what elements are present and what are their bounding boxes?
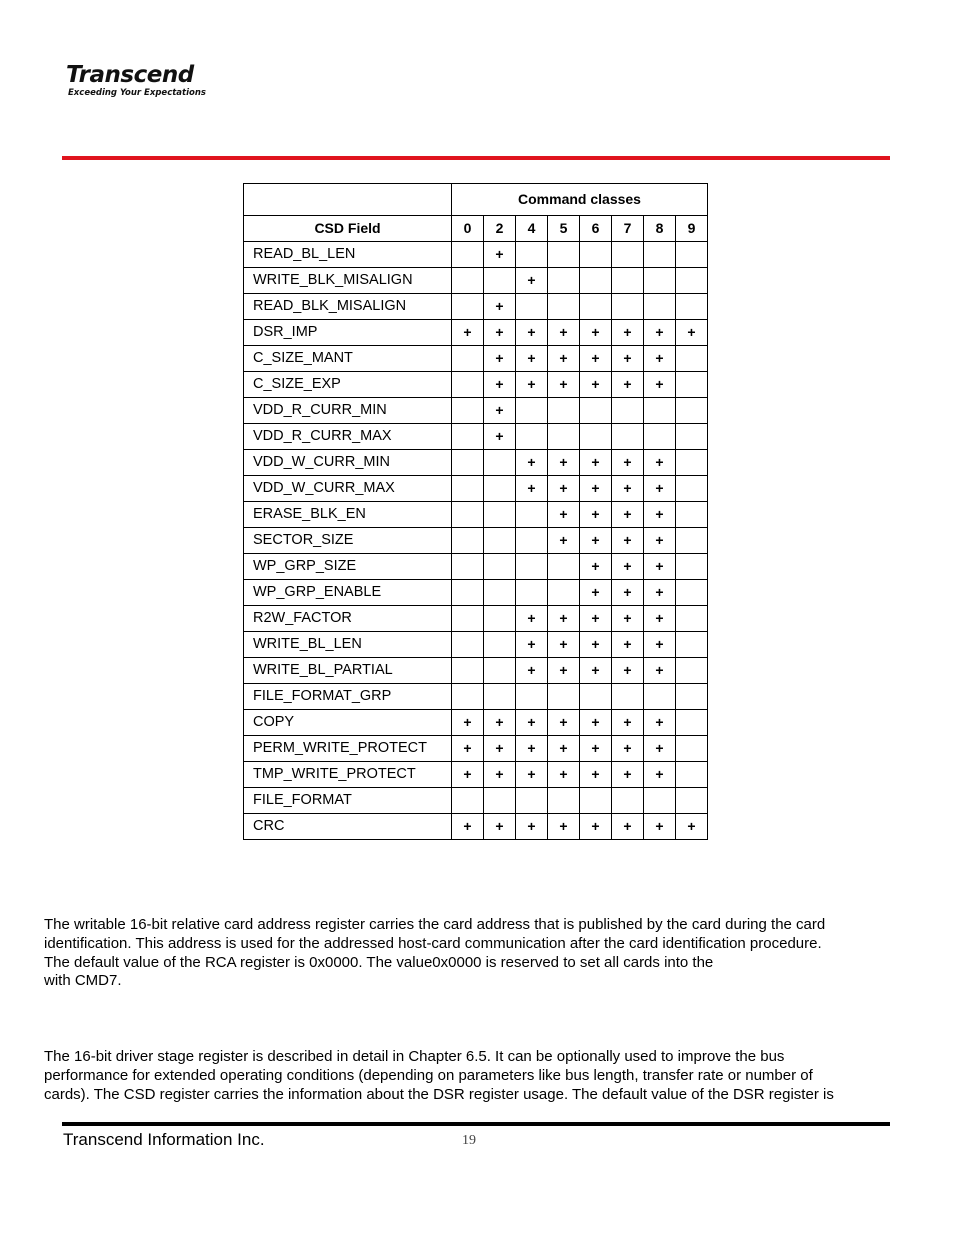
paragraph-line: identification. This address is used for the addressed host-card communication after the card identification procedure. [44,934,822,952]
class-support-cell: + [612,632,644,658]
class-support-cell: + [548,372,580,398]
class-support-cell [548,684,580,710]
class-support-cell: + [644,814,676,840]
class-support-cell [452,788,484,814]
class-support-cell: + [612,658,644,684]
class-support-cell: + [612,554,644,580]
class-support-cell [580,294,612,320]
class-support-cell [484,580,516,606]
class-support-cell: + [612,762,644,788]
class-support-cell [452,476,484,502]
csd-field-name: WRITE_BL_LEN [244,632,452,658]
class-support-cell [452,450,484,476]
class-support-cell: + [548,346,580,372]
class-support-cell: + [580,476,612,502]
csd-field-name: PERM_WRITE_PROTECT [244,736,452,762]
class-support-cell: + [580,632,612,658]
class-support-cell [516,528,548,554]
class-support-cell [516,502,548,528]
class-support-cell: + [484,294,516,320]
rca-register-paragraph [44,916,914,991]
class-support-cell: + [612,476,644,502]
class-support-cell: + [612,450,644,476]
paragraph-line: The writable 16-bit relative card address register carries the card address that is published by the card during the card [44,916,826,933]
command-class-header: 5 [548,216,580,242]
class-support-cell: + [484,710,516,736]
class-support-cell: + [580,502,612,528]
table-row [244,502,708,528]
paragraph-line: with CMD7. [44,972,122,990]
paragraph-line: The default value of the RCA register is 0x0000. The value0x0000 is reserved to set all cards into the [44,953,714,971]
class-support-cell: + [644,528,676,554]
class-support-cell: + [612,528,644,554]
class-support-cell: + [644,320,676,346]
class-support-cell: + [548,762,580,788]
class-support-cell [452,268,484,294]
csd-field-name: READ_BLK_MISALIGN [244,294,452,320]
class-support-cell: + [452,710,484,736]
class-support-cell [516,398,548,424]
table-row [244,710,708,736]
class-support-cell [676,684,708,710]
table-row [244,424,708,450]
class-support-cell: + [452,814,484,840]
class-support-cell [548,788,580,814]
table-row [244,736,708,762]
class-support-cell: + [580,580,612,606]
class-support-cell [452,632,484,658]
class-support-cell: + [516,658,548,684]
class-support-cell: + [612,320,644,346]
csd-field-name: VDD_R_CURR_MAX [244,424,452,450]
class-support-cell [612,424,644,450]
class-support-cell: + [452,762,484,788]
table-row [244,320,708,346]
class-support-cell: + [516,346,548,372]
class-support-cell [548,580,580,606]
class-support-cell [676,580,708,606]
class-support-cell: + [452,736,484,762]
table-row [244,242,708,268]
table-corner-cell [244,184,452,216]
class-support-cell [484,554,516,580]
class-support-cell: + [644,502,676,528]
class-support-cell [516,424,548,450]
table-row [244,346,708,372]
class-support-cell [452,502,484,528]
class-support-cell [452,580,484,606]
table-row [244,268,708,294]
paragraph-line: The 16-bit driver stage register is described in detail in Chapter 6.5. It can be optionally used to improve the bus [44,1048,785,1065]
csd-field-name: TMP_WRITE_PROTECT [244,762,452,788]
class-support-cell [644,424,676,450]
class-support-cell [484,658,516,684]
class-support-cell [676,502,708,528]
command-class-header: 7 [612,216,644,242]
class-support-cell: + [484,814,516,840]
dsr-register-paragraph [44,1048,914,1104]
class-support-cell: + [612,814,644,840]
class-support-cell: + [644,580,676,606]
command-class-header: 9 [676,216,708,242]
class-support-cell [452,398,484,424]
csd-field-name: R2W_FACTOR [244,606,452,632]
class-support-cell [580,268,612,294]
class-support-cell [548,268,580,294]
class-support-cell: + [580,736,612,762]
class-support-cell: + [516,632,548,658]
class-support-cell [484,788,516,814]
class-support-cell [452,424,484,450]
class-support-cell: + [644,450,676,476]
class-support-cell [484,268,516,294]
csd-field-name: C_SIZE_EXP [244,372,452,398]
class-support-cell [644,268,676,294]
class-support-cell: + [644,762,676,788]
class-support-cell [484,684,516,710]
csd-field-name: VDD_W_CURR_MIN [244,450,452,476]
class-support-cell: + [644,554,676,580]
class-support-cell [644,398,676,424]
class-support-cell: + [516,736,548,762]
class-support-cell [452,554,484,580]
table-row [244,658,708,684]
table-row [244,372,708,398]
footer-rule [62,1122,890,1126]
class-support-cell [676,294,708,320]
table-row [244,606,708,632]
class-support-cell [452,242,484,268]
table-column-header-row [244,216,708,242]
class-support-cell: + [580,450,612,476]
csd-field-name: CRC [244,814,452,840]
class-support-cell: + [516,606,548,632]
class-support-cell: + [580,814,612,840]
class-support-cell [452,684,484,710]
table-row [244,294,708,320]
class-support-cell [612,294,644,320]
class-support-cell: + [516,320,548,346]
command-class-header: 2 [484,216,516,242]
class-support-cell [580,242,612,268]
class-support-cell: + [548,658,580,684]
class-support-cell: + [580,762,612,788]
class-support-cell: + [548,476,580,502]
class-support-cell [452,372,484,398]
class-support-cell [676,736,708,762]
table-row [244,684,708,710]
class-support-cell [452,528,484,554]
class-support-cell [612,242,644,268]
csd-field-name: SECTOR_SIZE [244,528,452,554]
class-support-cell [676,242,708,268]
class-support-cell [548,424,580,450]
class-support-cell: + [452,320,484,346]
class-support-cell [484,528,516,554]
class-support-cell [644,294,676,320]
class-support-cell [612,684,644,710]
class-support-cell: + [676,814,708,840]
class-support-cell: + [516,268,548,294]
class-support-cell: + [612,606,644,632]
class-support-cell [676,632,708,658]
class-support-cell [548,398,580,424]
table-row [244,528,708,554]
logo-tagline: Exceeding Your Expectations [68,88,206,98]
class-support-cell: + [516,450,548,476]
class-support-cell [676,788,708,814]
class-support-cell: + [548,502,580,528]
class-support-cell [612,268,644,294]
class-support-cell [484,476,516,502]
class-support-cell: + [548,606,580,632]
table-row [244,450,708,476]
csd-field-name: FILE_FORMAT [244,788,452,814]
paragraph-line: performance for extended operating conditions (depending on parameters like bus length, transfer rate or number of [44,1066,813,1084]
class-support-cell: + [484,346,516,372]
class-support-cell [580,788,612,814]
class-support-cell: + [484,242,516,268]
class-support-cell [676,762,708,788]
class-support-cell [676,346,708,372]
csd-field-header: CSD Field [244,216,452,242]
command-class-header: 6 [580,216,612,242]
class-support-cell: + [612,502,644,528]
csd-field-name: WP_GRP_SIZE [244,554,452,580]
logo-name: Transcend [66,62,194,88]
class-support-cell: + [484,320,516,346]
class-support-cell: + [580,528,612,554]
class-support-cell [516,242,548,268]
class-support-cell [676,268,708,294]
class-support-cell: + [644,476,676,502]
class-support-cell [676,476,708,502]
csd-field-name: COPY [244,710,452,736]
csd-field-name: VDD_W_CURR_MAX [244,476,452,502]
class-support-cell: + [548,710,580,736]
class-support-cell: + [516,476,548,502]
csd-field-name: WP_GRP_ENABLE [244,580,452,606]
class-support-cell: + [484,424,516,450]
table-group-header-row [244,184,708,216]
class-support-cell [676,398,708,424]
class-support-cell [644,242,676,268]
class-support-cell: + [548,736,580,762]
command-class-header: 4 [516,216,548,242]
transcend-logo [66,62,206,98]
csd-field-name: ERASE_BLK_EN [244,502,452,528]
class-support-cell: + [644,346,676,372]
class-support-cell [516,580,548,606]
class-support-cell: + [644,736,676,762]
class-support-cell: + [580,658,612,684]
command-classes-header: Command classes [452,184,708,216]
class-support-cell: + [516,710,548,736]
class-support-cell: + [484,762,516,788]
page-number: 19 [462,1133,476,1148]
class-support-cell [676,528,708,554]
table-row [244,554,708,580]
class-support-cell [676,606,708,632]
class-support-cell [516,788,548,814]
class-support-cell [516,294,548,320]
class-support-cell: + [484,398,516,424]
table-row [244,476,708,502]
class-support-cell: + [580,710,612,736]
table-row [244,398,708,424]
csd-field-name: WRITE_BLK_MISALIGN [244,268,452,294]
csd-field-name: FILE_FORMAT_GRP [244,684,452,710]
class-support-cell [612,398,644,424]
class-support-cell [484,502,516,528]
class-support-cell: + [516,372,548,398]
class-support-cell [612,788,644,814]
class-support-cell [452,606,484,632]
class-support-cell [676,450,708,476]
class-support-cell: + [548,528,580,554]
command-class-header: 8 [644,216,676,242]
table-row [244,580,708,606]
class-support-cell: + [484,372,516,398]
command-class-header: 0 [452,216,484,242]
class-support-cell: + [644,632,676,658]
class-support-cell: + [516,762,548,788]
class-support-cell: + [580,372,612,398]
class-support-cell: + [516,814,548,840]
csd-field-name: DSR_IMP [244,320,452,346]
class-support-cell [644,684,676,710]
class-support-cell [484,632,516,658]
class-support-cell: + [612,346,644,372]
table-row [244,788,708,814]
class-support-cell [452,294,484,320]
csd-field-name: VDD_R_CURR_MIN [244,398,452,424]
class-support-cell: + [644,710,676,736]
class-support-cell [676,710,708,736]
class-support-cell: + [644,658,676,684]
class-support-cell [580,398,612,424]
header-red-rule [62,156,890,160]
csd-command-class-table [243,183,708,840]
class-support-cell [644,788,676,814]
csd-field-name: C_SIZE_MANT [244,346,452,372]
class-support-cell [452,658,484,684]
class-support-cell [452,346,484,372]
class-support-cell: + [548,320,580,346]
class-support-cell [548,242,580,268]
class-support-cell: + [548,632,580,658]
table-row [244,762,708,788]
class-support-cell [676,554,708,580]
class-support-cell: + [580,554,612,580]
class-support-cell: + [580,320,612,346]
class-support-cell: + [548,814,580,840]
class-support-cell: + [676,320,708,346]
class-support-cell: + [612,736,644,762]
paragraph-line: cards). The CSD register carries the information about the DSR register usage. The default value of the DSR register is [44,1085,834,1103]
class-support-cell: + [612,372,644,398]
class-support-cell: + [612,710,644,736]
class-support-cell [484,606,516,632]
class-support-cell [548,554,580,580]
table-row [244,814,708,840]
class-support-cell: + [484,736,516,762]
class-support-cell [676,372,708,398]
class-support-cell: + [548,450,580,476]
csd-field-name: WRITE_BL_PARTIAL [244,658,452,684]
footer-company-name: Transcend Information Inc. [63,1130,265,1149]
table-row [244,632,708,658]
class-support-cell: + [580,346,612,372]
class-support-cell [548,294,580,320]
class-support-cell: + [644,372,676,398]
csd-field-name: READ_BL_LEN [244,242,452,268]
class-support-cell [580,684,612,710]
class-support-cell [516,684,548,710]
class-support-cell [516,554,548,580]
class-support-cell: + [580,606,612,632]
class-support-cell: + [612,580,644,606]
class-support-cell: + [644,606,676,632]
class-support-cell [676,658,708,684]
class-support-cell [580,424,612,450]
class-support-cell [484,450,516,476]
class-support-cell [676,424,708,450]
